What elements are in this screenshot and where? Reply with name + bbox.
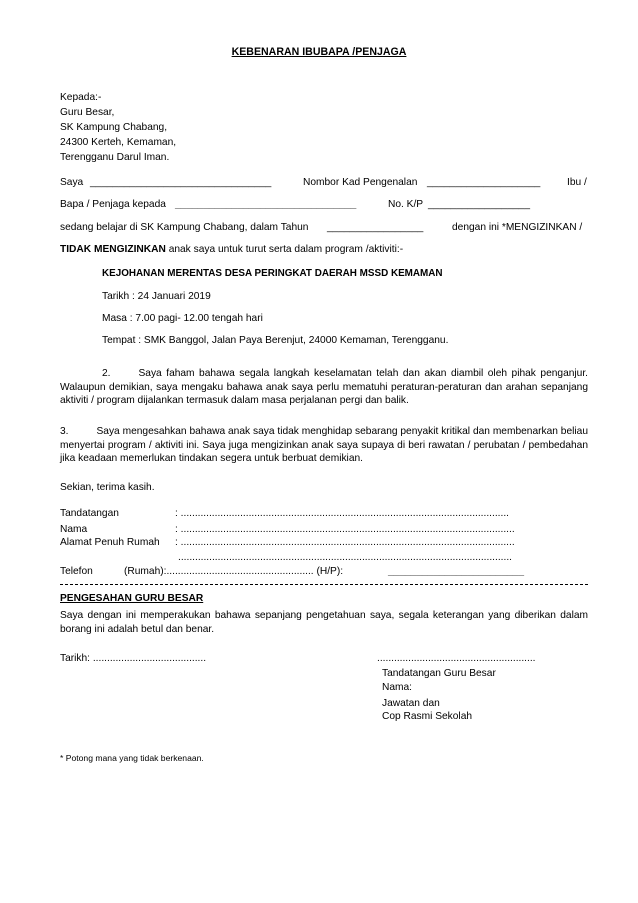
gb-signature-dots[interactable]: ........................................................	[377, 653, 536, 664]
tidak-line	[60, 243, 403, 256]
ibu-label: Ibu /	[567, 177, 587, 188]
kp-label: No. K/P	[388, 199, 424, 210]
gb-tarikh-field[interactable]: Tarikh: ........................................	[60, 653, 207, 664]
alamat-dots[interactable]: : ......................................................................................................................	[175, 537, 515, 548]
alamat-label: Alamat Penuh Rumah	[60, 537, 160, 548]
gb-nama-label: Nama:	[382, 682, 413, 693]
ic-label: Nombor Kad Pengenalan	[303, 177, 418, 188]
parent-name-blank[interactable]: ________________________________	[90, 177, 272, 188]
paragraph-3	[60, 425, 588, 466]
paragraph-2-number: 2.	[102, 368, 111, 379]
paragraph-3-text: Saya mengesahkan bahawa anak saya tidak menghidap sebarang penyakit kritikal dan membenarkan beliau menyertai program / aktiviti ini. Saya juga mengizinkan anak saya supaya di beri rawatan / perubatan / pembedahan jika keadaan memerlukan tindakan segera untuk berbuat demikian.	[60, 426, 588, 464]
tandatangan-dots[interactable]: : ....................................................................................................................	[175, 508, 509, 519]
gb-signature-label: Tandatangan Guru Besar	[382, 668, 496, 679]
ic-blank[interactable]: ____________________	[427, 177, 541, 188]
paragraph-2	[60, 367, 588, 408]
program-venue: Tempat : SMK Banggol, Jalan Paya Berenjut, 24000 Kemaman, Terengganu.	[102, 335, 449, 346]
hp-phone-blank[interactable]: ________________________	[388, 566, 524, 577]
alamat-dots-continued[interactable]: ......................................................................................................................	[178, 552, 512, 563]
program-name: KEJOHANAN MERENTAS DESA PERINGKAT DAERAH MSSD KEMAMAN	[102, 268, 443, 279]
school-text: sedang belajar di SK Kampung Chabang, dalam Tahun	[60, 222, 309, 233]
tidak-rest-text: anak saya untuk turut serta dalam program /aktiviti:-	[168, 244, 404, 255]
nama-label: Nama	[60, 524, 88, 535]
gb-jawatan-label: Jawatan dan	[382, 698, 440, 709]
program-date: Tarikh : 24 Januari 2019	[102, 291, 211, 302]
child-name-blank[interactable]: ________________________________	[175, 199, 357, 210]
address-line: Terengganu Darul Iman.	[60, 152, 170, 163]
saya-label: Saya	[60, 177, 84, 188]
paragraph-2-text: Saya faham bahawa segala langkah keselamatan telah dan akan diambil oleh pihak penganjur. Walaupun demikian, saya mengaku bahawa anak saya perlu mematuhi peraturan-peraturan dan arahan sepanjang aktiviti / program dijalankan termasuk dalam masa perjalanan pergi dan balik.	[60, 368, 588, 406]
tandatangan-label: Tandatangan	[60, 508, 119, 519]
pengesahan-text: Saya dengan ini memperakukan bahawa sepanjang pengetahuan saya, segala keterangan yang diberikan dalam borang ini adalah betul dan benar.	[60, 610, 588, 635]
consent-option-text: dengan ini *MENGIZINKAN /	[452, 222, 583, 233]
footnote: * Potong mana yang tidak berkenaan.	[60, 753, 204, 763]
gb-cop-label: Cop Rasmi Sekolah	[382, 711, 473, 722]
cut-line-divider	[60, 584, 588, 585]
program-time: Masa : 7.00 pagi- 12.00 tengah hari	[102, 313, 263, 324]
address-line: SK Kampung Chabang,	[60, 122, 168, 133]
address-line: Kepada:-	[60, 92, 102, 103]
closing-text: Sekian, terima kasih.	[60, 482, 155, 493]
kp-blank[interactable]: __________________	[428, 199, 530, 210]
bapa-label: Bapa / Penjaga kepada	[60, 199, 166, 210]
telefon-label: Telefon	[60, 566, 93, 577]
nama-dots[interactable]: : ......................................................................................................................	[175, 524, 515, 535]
rumah-phone-field[interactable]: (Rumah):.................................................... (H/P):	[124, 566, 344, 577]
tahun-blank[interactable]: _________________	[327, 222, 424, 233]
tidak-mengizinkan-label: TIDAK MENGIZINKAN	[60, 244, 166, 255]
pengesahan-title: PENGESAHAN GURU BESAR	[60, 593, 204, 604]
paragraph-3-number: 3.	[60, 426, 69, 437]
address-line: 24300 Kerteh, Kemaman,	[60, 137, 177, 148]
address-line: Guru Besar,	[60, 107, 115, 118]
document-title: KEBENARAN IBUBAPA /PENJAGA	[231, 46, 407, 58]
